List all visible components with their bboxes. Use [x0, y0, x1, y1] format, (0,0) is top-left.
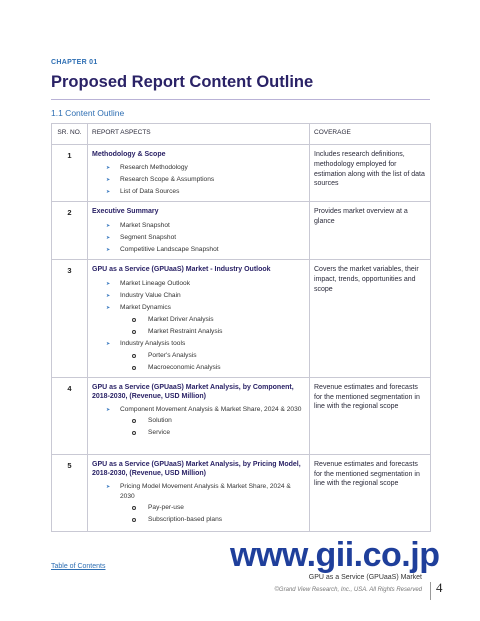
list-item: ➤ Pricing Model Movement Analysis & Market Share, 2024 & 2030 Pay-per-use Subscription-based plans — [92, 482, 305, 528]
list-subitem: Porter's Analysis — [120, 350, 305, 362]
arrow-bullet-icon: ➤ — [106, 165, 111, 172]
arrow-bullet-icon: ➤ — [106, 222, 111, 229]
aspect-title: Methodology & Scope — [92, 151, 166, 158]
table-row — [52, 454, 431, 531]
circle-bullet-icon — [132, 318, 136, 322]
list-item: ➤ Research Methodology — [92, 162, 305, 174]
list-item: ➤ Market Snapshot — [92, 220, 305, 232]
list-subitem: Market Driver Analysis — [120, 314, 305, 326]
list-item: ➤ Market Dynamics Market Driver Analysis Market Restraint Analysis — [92, 302, 305, 338]
list-subitem: Service — [120, 427, 305, 439]
header-report-aspects: REPORT ASPECTS — [88, 124, 310, 145]
circle-bullet-icon — [132, 518, 136, 522]
aspect-title: GPU as a Service (GPUaaS) Market Analysis, by Pricing Model, 2018-2030, (Revenue, USD Million) — [92, 460, 301, 478]
circle-bullet-icon — [132, 419, 136, 423]
arrow-bullet-icon: ➤ — [106, 483, 111, 490]
table-row — [52, 377, 431, 454]
circle-bullet-icon — [132, 366, 136, 370]
list-item: ➤ Market Lineage Outlook — [92, 278, 305, 290]
arrow-bullet-icon: ➤ — [106, 304, 111, 311]
list-subitem: Macroeconomic Analysis — [120, 362, 305, 374]
row-number: 2 — [52, 202, 88, 260]
arrow-bullet-icon: ➤ — [106, 280, 111, 287]
footer-report-title: GPU as a Service (GPUaaS) Market — [308, 574, 422, 581]
row-number: 4 — [52, 377, 88, 454]
list-item: ➤ Research Scope & Assumptions — [92, 174, 305, 186]
content-outline-table — [51, 123, 431, 532]
page-number: 4 — [436, 580, 443, 595]
header-sr-no: SR. NO. — [52, 124, 88, 145]
chapter-label: CHAPTER 01 — [51, 59, 98, 66]
aspect-title: Executive Summary — [92, 208, 159, 216]
arrow-bullet-icon: ➤ — [106, 234, 111, 241]
list-item: ➤ Industry Value Chain — [92, 290, 305, 302]
coverage-text: Provides market overview at a glance — [310, 202, 431, 260]
circle-bullet-icon — [132, 506, 136, 510]
page-title: Proposed Report Content Outline — [51, 73, 314, 91]
row-number: 5 — [52, 454, 88, 531]
row-number: 3 — [52, 260, 88, 377]
circle-bullet-icon — [132, 330, 136, 334]
arrow-bullet-icon: ➤ — [106, 406, 111, 413]
list-item: ➤ List of Data Sources — [92, 186, 305, 198]
table-row — [52, 145, 431, 202]
title-divider — [51, 99, 430, 100]
aspect-title: GPU as a Service (GPUaaS) Market Analysis, by Component, 2018-2030, (Revenue, USD Million) — [92, 383, 294, 401]
coverage-text: Includes research definitions, methodology employed for estimation along with the list of data sources — [310, 145, 431, 202]
circle-bullet-icon — [132, 354, 136, 358]
table-row — [52, 260, 431, 377]
arrow-bullet-icon: ➤ — [106, 177, 111, 184]
coverage-text: Revenue estimates and forecasts for the mentioned segmentation in line with the regional scope — [310, 377, 431, 454]
arrow-bullet-icon: ➤ — [106, 292, 111, 299]
section-heading: 1.1 Content Outline — [51, 108, 125, 118]
table-of-contents-link[interactable]: Table of Contents — [51, 563, 106, 570]
row-number: 1 — [52, 145, 88, 202]
arrow-bullet-icon: ➤ — [106, 246, 111, 253]
coverage-text: Covers the market variables, their impact, trends, opportunities and scope — [310, 260, 431, 377]
circle-bullet-icon — [132, 431, 136, 435]
list-item: ➤ Component Movement Analysis & Market Share, 2024 & 2030 Solution Service — [92, 405, 305, 441]
list-subitem: Pay-per-use — [120, 502, 305, 514]
list-subitem: Subscription-based plans — [120, 514, 305, 526]
coverage-text: Revenue estimates and forecasts for the mentioned segmentation in line with the regional scope — [310, 454, 431, 531]
aspect-title: GPU as a Service (GPUaaS) Market - Industry Outlook — [92, 266, 271, 274]
list-item: ➤ Segment Snapshot — [92, 232, 305, 244]
header-coverage: COVERAGE — [310, 124, 431, 145]
arrow-bullet-icon: ➤ — [106, 340, 111, 347]
watermark-text: www.gii.co.jp — [230, 536, 440, 574]
table-header-row — [52, 124, 431, 145]
table-row — [52, 202, 431, 260]
arrow-bullet-icon: ➤ — [106, 189, 111, 196]
list-item: ➤ Industry Analysis tools Porter's Analysis Macroeconomic Analysis — [92, 338, 305, 374]
list-subitem: Solution — [120, 415, 305, 427]
list-item: ➤ Competitive Landscape Snapshot — [92, 244, 305, 256]
footer-copyright: ©Grand View Research, Inc., USA. All Rights Reserved — [274, 587, 422, 593]
footer-divider — [430, 582, 431, 600]
list-subitem: Market Restraint Analysis — [120, 326, 305, 338]
